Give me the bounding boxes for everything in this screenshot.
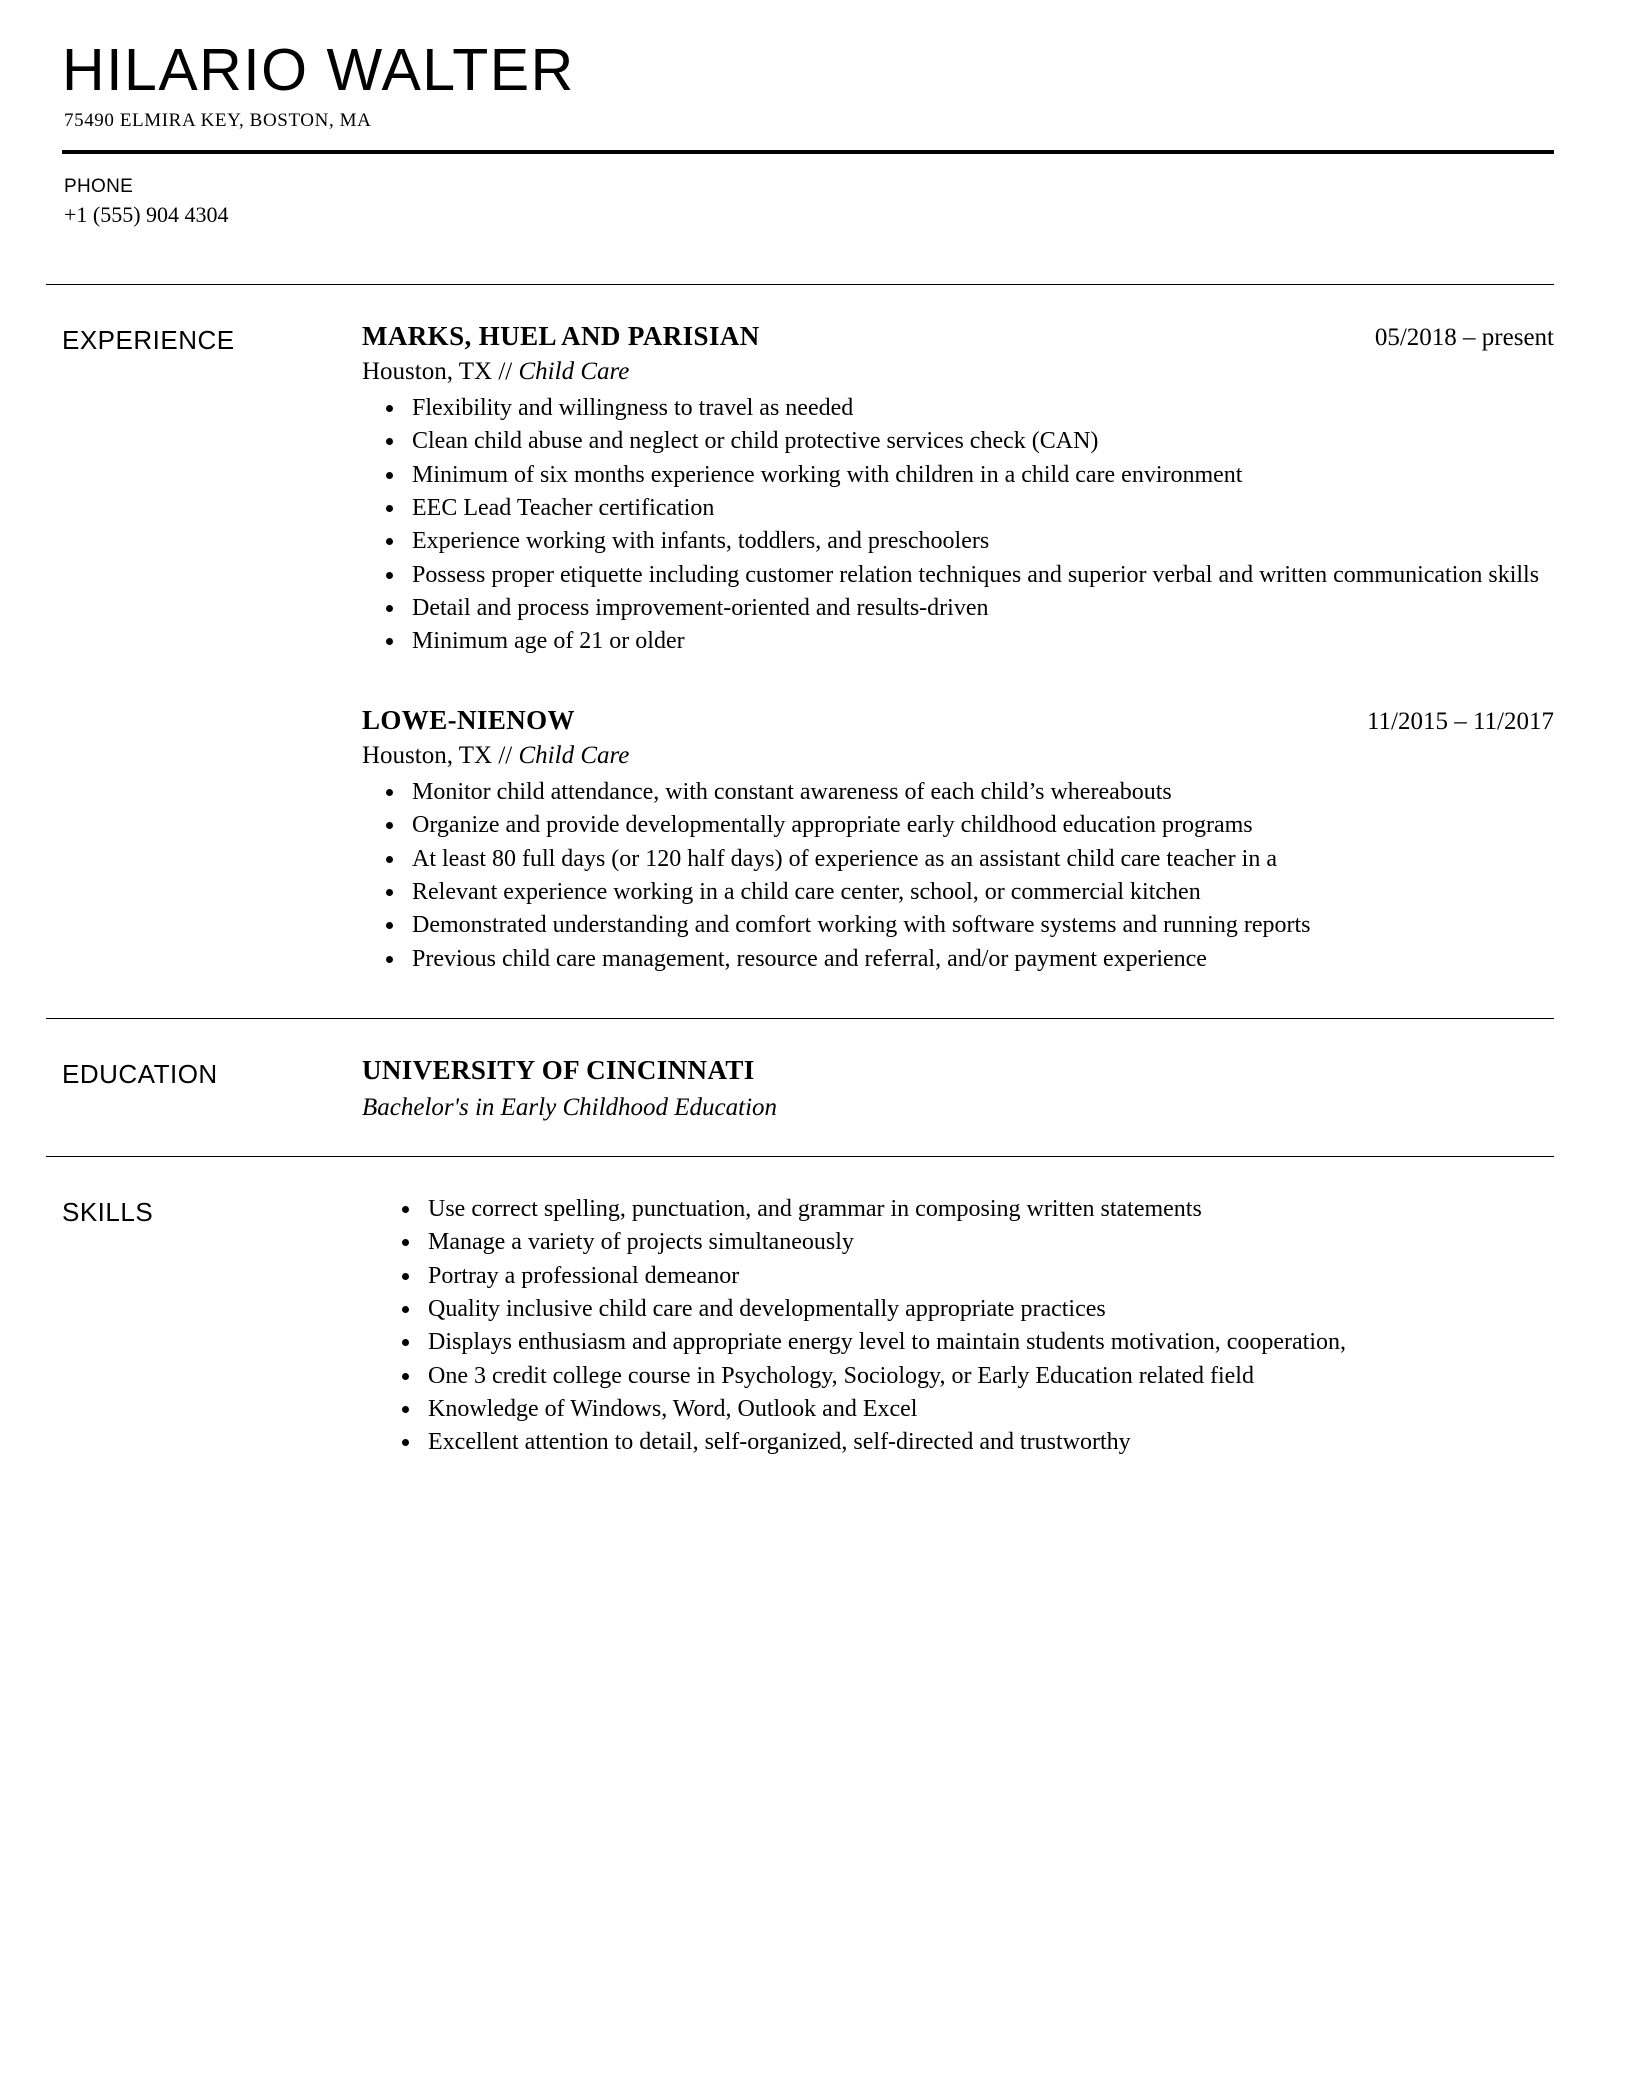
skills-section-body <box>362 1193 1554 1460</box>
education-section-label: EDUCATION <box>62 1058 218 1089</box>
skills-section-label: SKILLS <box>62 1196 154 1227</box>
employment-location-role <box>362 358 1554 386</box>
list-item: • Flexibility and willingness to travel as needed <box>406 392 1554 425</box>
list-item: • Detail and process improvement-oriented and results-driven <box>406 592 1554 625</box>
list-item: • Organize and provide developmentally appropriate early childhood education programs <box>406 809 1554 842</box>
experience-section <box>62 285 1554 976</box>
list-item: • Quality inclusive child care and developmentally appropriate practices <box>422 1293 1554 1326</box>
list-item: • Possess proper etiquette including customer relation techniques and superior verbal and written communication skills <box>406 559 1554 592</box>
page-title: HILARIO WALTER <box>62 37 575 103</box>
employment-location: Houston, TX // <box>362 741 519 769</box>
experience-bullet-list <box>362 392 1554 659</box>
list-item: • Experience working with infants, toddlers, and preschoolers <box>406 525 1554 558</box>
education-section <box>62 1019 1554 1122</box>
experience-bullet-list <box>362 776 1554 976</box>
education-section-body <box>362 1055 1554 1122</box>
experience-item <box>362 321 1554 659</box>
list-item: • Use correct spelling, punctuation, and grammar in composing written statements <box>422 1193 1554 1226</box>
employment-location: Houston, TX // <box>362 357 519 385</box>
list-item: • Manage a variety of projects simultaneously <box>422 1226 1554 1259</box>
experience-section-label: EXPERIENCE <box>62 324 235 355</box>
header-divider <box>62 150 1554 154</box>
experience-item-head <box>362 321 1554 352</box>
phone-value: +1 (555) 904 4304 <box>64 201 229 227</box>
employment-role: Child Care <box>518 357 630 385</box>
list-item: • Monitor child attendance, with constant awareness of each child’s whereabouts <box>406 776 1554 809</box>
list-item: • Excellent attention to detail, self-organized, self-directed and trustworthy <box>422 1426 1554 1459</box>
employment-dates: 11/2015 – 11/2017 <box>1366 707 1554 735</box>
list-item: • Knowledge of Windows, Word, Outlook and Excel <box>422 1393 1554 1426</box>
list-item: • Demonstrated understanding and comfort working with software systems and running reports <box>406 909 1554 942</box>
employment-role: Child Care <box>518 741 630 769</box>
list-item: • Minimum age of 21 or older <box>406 625 1554 658</box>
education-item <box>362 1055 1554 1122</box>
list-item: • Displays enthusiasm and appropriate energy level to maintain students motivation, cooperation, <box>422 1326 1554 1359</box>
skills-section <box>62 1157 1554 1460</box>
list-item: • Clean child abuse and neglect or child protective services check (CAN) <box>406 425 1554 458</box>
list-item: • One 3 credit college course in Psychology, Sociology, or Early Education related field <box>422 1360 1554 1393</box>
address-line: 75490 ELMIRA KEY, BOSTON, MA <box>64 109 372 131</box>
list-item: • EEC Lead Teacher certification <box>406 492 1554 525</box>
experience-item-head <box>362 705 1554 736</box>
list-item: • Relevant experience working in a child care center, school, or commercial kitchen <box>406 876 1554 909</box>
experience-section-body <box>362 321 1554 976</box>
list-item: • Previous child care management, resource and referral, and/or payment experience <box>406 943 1554 976</box>
employer-name: LOWE-NIENOW <box>362 704 575 735</box>
list-item: • Minimum of six months experience working with children in a child care environment <box>406 459 1554 492</box>
employer-name: MARKS, HUEL AND PARISIAN <box>362 320 760 351</box>
list-item: • At least 80 full days (or 120 half days) of experience as an assistant child care teacher in a <box>406 843 1554 876</box>
school-name: UNIVERSITY OF CINCINNATI <box>362 1054 755 1085</box>
phone-label: PHONE <box>64 175 134 197</box>
employment-location-role <box>362 742 1554 770</box>
experience-item <box>362 705 1554 976</box>
skills-bullet-list <box>362 1193 1554 1460</box>
list-item: • Portray a professional demeanor <box>422 1260 1554 1293</box>
degree-name: Bachelor's in Early Childhood Education <box>362 1093 778 1121</box>
employment-dates: 05/2018 – present <box>1374 323 1554 351</box>
